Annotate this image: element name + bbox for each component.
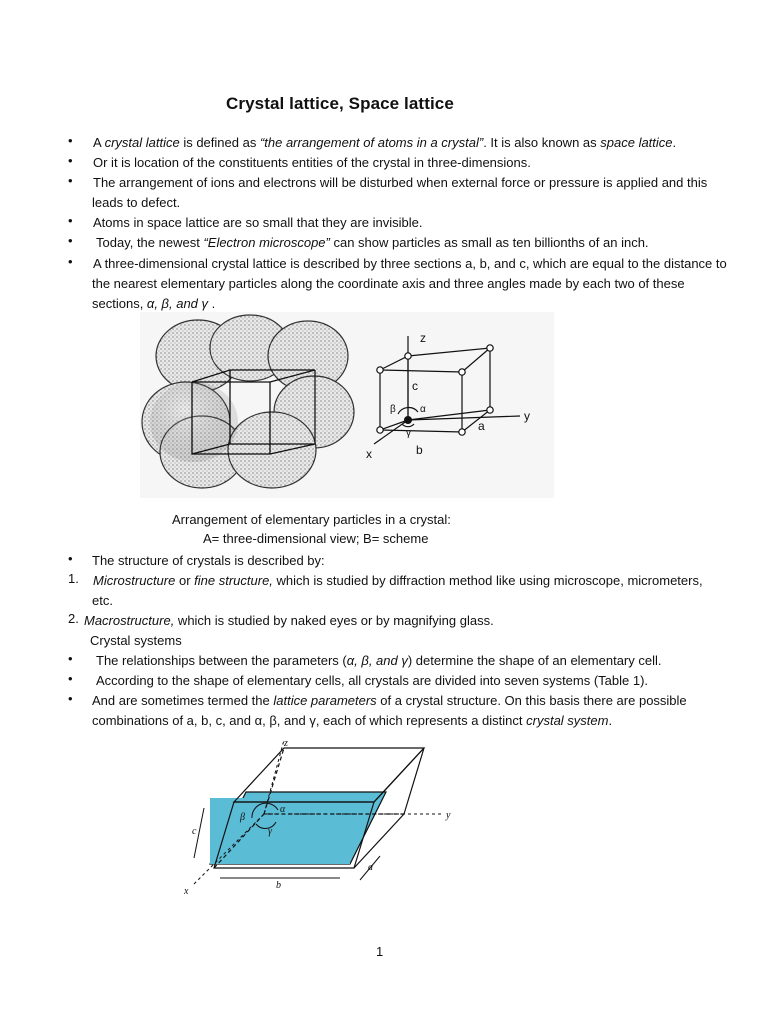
figure-caption-line1: Arrangement of elementary particles in a crystal: [172, 512, 451, 527]
label-y: y [524, 409, 530, 423]
bullet: • [68, 213, 73, 228]
systems-item-3: And are sometimes termed the lattice parameters of a crystal structure. On this basis there are possible [92, 693, 687, 708]
label-z: z [420, 331, 426, 345]
label-x: x [366, 447, 372, 461]
bullet: • [68, 254, 73, 269]
bullet: • [68, 233, 73, 248]
intro-item-2: Or it is location of the constituents entities of the crystal in three-dimensions. [93, 155, 531, 170]
bullet: • [68, 173, 73, 188]
label-b: b [276, 880, 281, 891]
label-z: z [284, 738, 288, 749]
figure-crystal-lattice [140, 312, 554, 498]
sphere [228, 412, 316, 488]
intro-item-6: A three-dimensional crystal lattice is described by three sections a, b, and c, which are equal to the distance to [93, 256, 727, 271]
intro-item-6-cont2: sections, α, β, and γ . [92, 296, 216, 311]
structure-item-1: Microstructure or fine structure, which is studied by diffraction method like using microscope, micrometers, [93, 573, 703, 588]
structure-item-1-cont: etc. [92, 593, 113, 608]
systems-item-3-cont: combinations of a, b, c, and α, β, and γ, each of which represents a distinct crystal system. [92, 713, 613, 728]
intro-item-3-cont: leads to defect. [92, 195, 181, 210]
intro-item-3: The arrangement of ions and electrons will be disturbed when external force or pressure is applied and this [93, 175, 708, 190]
intro-item-6-cont: the nearest elementary particles along the coordinate axis and three angles made by each two of these [92, 276, 685, 291]
label-c: c [412, 379, 418, 393]
figure-unit-cell [180, 738, 460, 910]
bullet: • [68, 671, 73, 686]
intro-item-5: Today, the newest “Electron microscope” can show particles as small as ten billionths of an inch. [96, 235, 649, 250]
sphere-shading [150, 382, 238, 462]
label-c: c [192, 826, 197, 837]
bullet: • [68, 153, 73, 168]
bullet: • [68, 651, 73, 666]
label-b: b [416, 443, 423, 457]
bullet: • [68, 133, 73, 148]
label-alpha: α [280, 804, 286, 815]
list-number: 2. [68, 611, 79, 626]
label-beta: β [390, 404, 396, 415]
label-beta: β [240, 812, 245, 823]
label-a: a [368, 862, 373, 873]
label-gamma: γ [406, 428, 411, 439]
list-number: 1. [68, 571, 79, 586]
label-x: x [184, 886, 189, 897]
page-title: Crystal lattice, Space lattice [226, 94, 454, 113]
bullet: • [68, 691, 73, 706]
structure-intro: The structure of crystals is described by: [92, 553, 325, 568]
unit-cell-solid [210, 792, 386, 864]
systems-item-1: The relationships between the parameters (α, β, and γ) determine the shape of an elementary cell. [96, 653, 662, 668]
intro-item-1: A crystal lattice is defined as “the arrangement of atoms in a crystal”. It is also known as space lattice. [93, 135, 677, 150]
figure-caption-line2: A= three-dimensional view; B= scheme [203, 531, 429, 546]
page-number: 1 [376, 944, 384, 959]
systems-item-2: According to the shape of elementary cells, all crystals are divided into seven systems (Table 1). [96, 673, 649, 688]
structure-item-2: Macrostructure, which is studied by naked eyes or by magnifying glass. [84, 613, 494, 628]
label-y: y [446, 810, 451, 821]
label-a: a [478, 419, 485, 433]
intro-item-4: Atoms in space lattice are so small that they are invisible. [93, 215, 423, 230]
label-gamma: γ [268, 826, 272, 837]
section-heading-crystal-systems: Crystal systems [90, 633, 182, 648]
bullet: • [68, 551, 73, 566]
label-alpha: α [420, 404, 426, 415]
